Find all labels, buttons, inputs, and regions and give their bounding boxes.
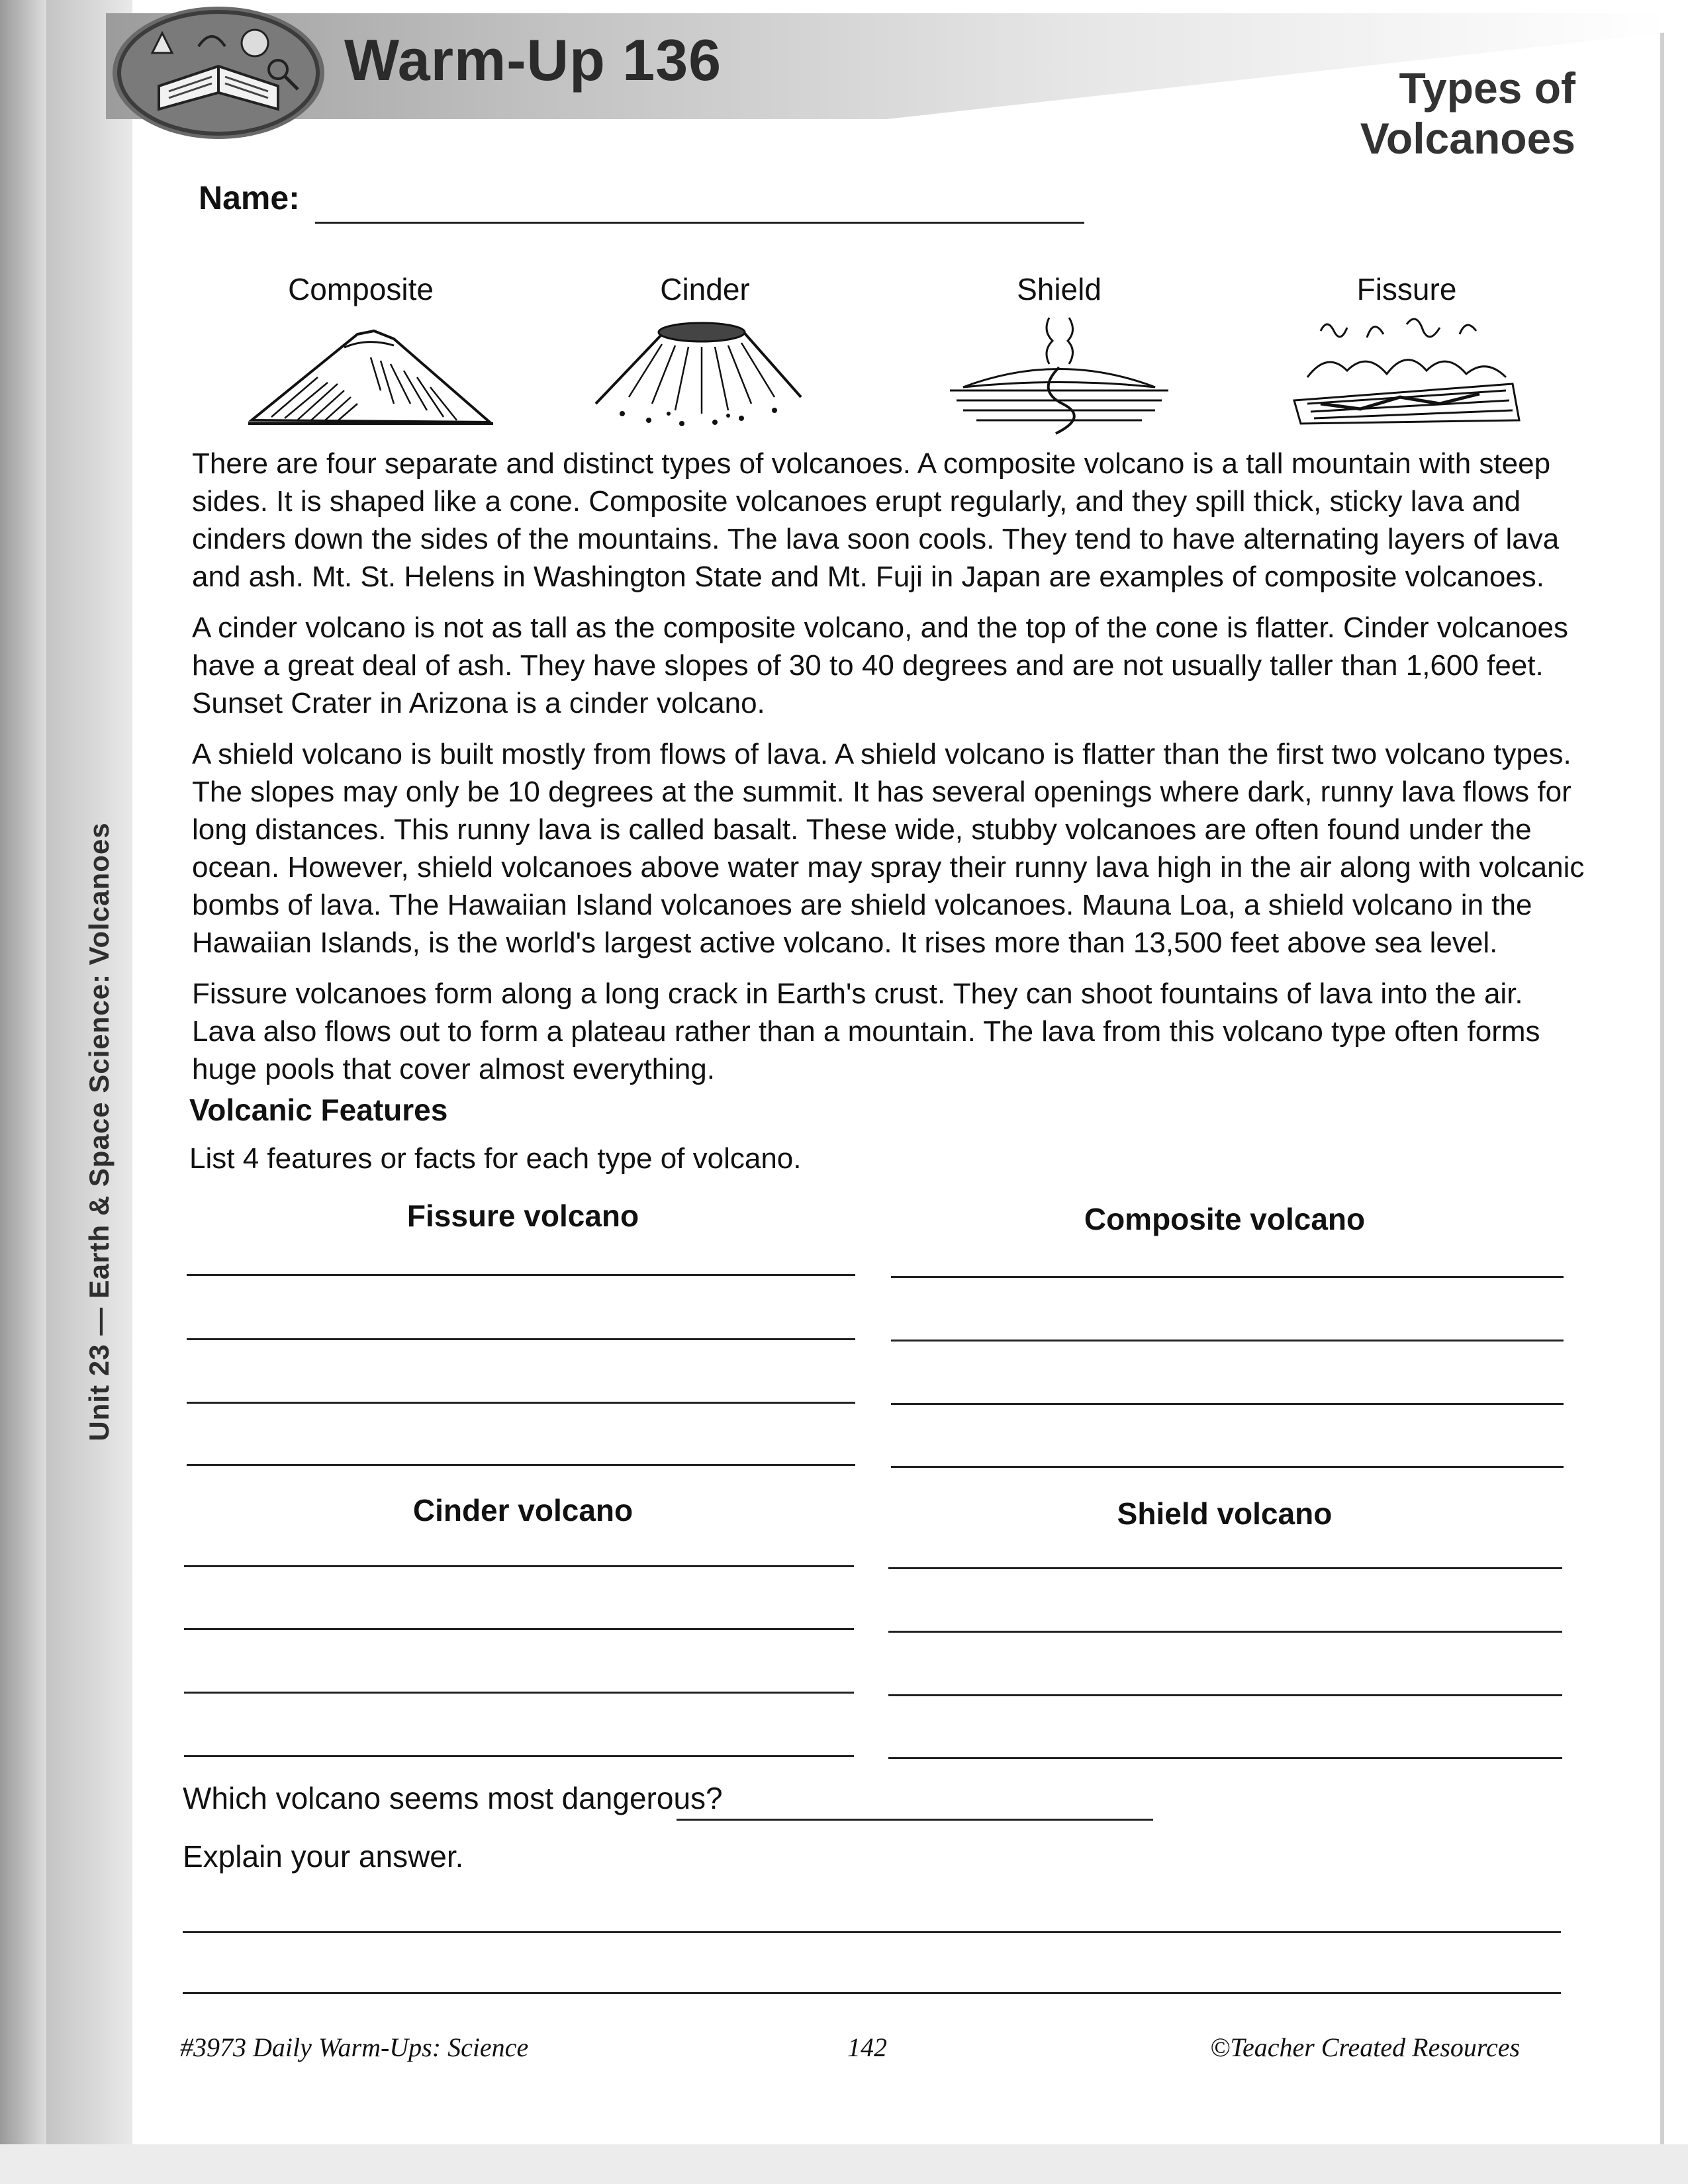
reading-passage [192,445,1589,1101]
shield-caption: Shield [1017,272,1102,306]
answer-line[interactable] [888,1757,1562,1759]
page-edge [1660,26,1664,2144]
answer-line[interactable] [187,1274,855,1276]
composite-column-heading: Composite volcano [1084,1202,1366,1236]
composite-caption: Composite [288,272,434,306]
topic-title: Types of Volcanoes [1360,64,1575,163]
name-label: Name: [199,179,300,216]
paragraph-fissure: Fissure volcanoes form along a long crack in Earth's crust. They can shoot fountains of lava into the air. Lava also flows out to form a plateau rather than a mountain. The lava from this volcano type often forms huge pools that cover almost everything. [192,978,1540,1085]
scan-bottom-edge [0,2144,1688,2184]
danger-answer-field[interactable] [677,1819,1153,1821]
answer-line[interactable] [184,1565,854,1567]
science-logo [113,7,324,139]
answer-line[interactable] [888,1694,1562,1696]
section-instruction: List 4 features or facts for each type of volcano. [189,1142,802,1175]
answer-line[interactable] [891,1466,1564,1468]
section-heading: Volcanic Features [189,1093,448,1127]
answer-line[interactable] [891,1340,1564,1342]
paragraph-cinder: A cinder volcano is not as tall as the composite volcano, and the top of the cone is flatter. Cinder volcanoes have a great deal of ash. They have slopes of 30 to 40 degrees and are not usually taller than 1,600 feet. Sunset Crater in Arizona is a cinder volcano. [192,612,1568,719]
fissure-column-heading: Fissure volcano [406,1199,639,1233]
shield-column-heading: Shield volcano [1117,1496,1333,1531]
answer-line[interactable] [184,1755,854,1757]
explain-answer-line[interactable] [183,1931,1561,1933]
answer-line[interactable] [891,1276,1564,1278]
sidebar-unit-label: Unit 23 — Earth & Space Science: Volcanoes [83,822,115,1441]
answer-line[interactable] [187,1338,855,1340]
answer-line[interactable] [187,1464,855,1466]
footer-book-title: #3973 Daily Warm-Ups: Science [180,2032,529,2062]
fissure-caption: Fissure [1356,272,1457,306]
composite-volcano-illustration [245,304,496,437]
fissure-volcano-illustration [1281,304,1532,437]
open-book-icon [113,7,324,139]
answer-line[interactable] [184,1692,854,1694]
explain-answer-line[interactable] [183,1992,1561,1994]
answer-line[interactable] [184,1628,854,1630]
name-field[interactable] [315,222,1084,224]
explain-prompt: Explain your answer. [183,1839,464,1874]
footer-page-number: 142 [847,2032,887,2062]
danger-question: Which volcano seems most dangerous? [183,1781,723,1815]
answer-line[interactable] [891,1403,1564,1405]
paragraph-shield: A shield volcano is built mostly from flows of lava. A shield volcano is flatter than the first two volcano types. The slopes may only be 10 degrees at the summit. It has several openings where dark, runny lava flows for long distances. This runny lava is called basalt. These wide, stubby volcanoes are often found under the ocean. However, shield volcanoes above water may spray their runny lava high in the air along with volcanic bombs of lava. The Hawaiian Island volcanoes are shield volcanoes. Mauna Loa, a shield volcano in the Hawaiian Islands, is the world's largest active volcano. It rises more than 13,500 feet above sea level. [192,738,1585,959]
cinder-caption: Cinder [660,272,750,306]
answer-line[interactable] [888,1567,1562,1569]
cinder-volcano-illustration [583,304,834,437]
paragraph-composite: There are four separate and distinct types of volcanoes. A composite volcano is a tall mountain with steep sides. It is shaped like a cone. Composite volcanoes erupt regularly, and they spill thick, sticky lava and cinders down the sides of the mountains. The lava soon cools. They tend to have alternating layers of lava and ash. Mt. St. Helens in Washington State and Mt. Fuji in Japan are examples of composite volcanoes. [192,447,1560,593]
warmup-title: Warm-Up 136 [344,27,722,93]
footer-copyright: ©Teacher Created Resources [1210,2032,1521,2062]
answer-line[interactable] [187,1402,855,1404]
shield-volcano-illustration [937,304,1188,437]
cinder-column-heading: Cinder volcano [412,1493,633,1527]
answer-line[interactable] [888,1631,1562,1633]
